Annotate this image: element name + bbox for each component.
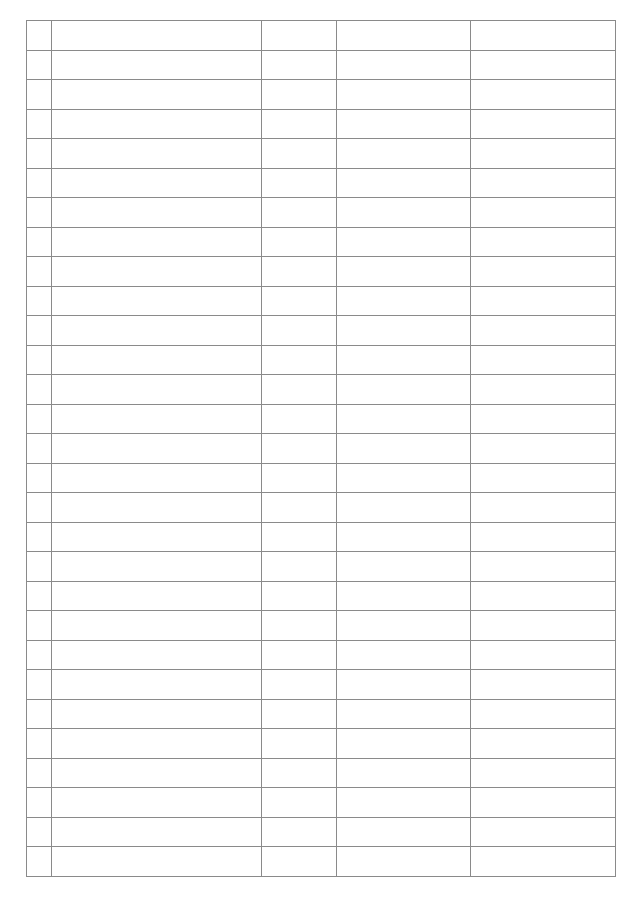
table-row <box>27 758 616 788</box>
address-cell <box>336 552 471 582</box>
address-cell <box>336 729 471 759</box>
document-cell <box>262 640 336 670</box>
table-row <box>27 434 616 464</box>
document-cell <box>262 581 336 611</box>
holder-cell <box>51 493 261 523</box>
document-cell <box>262 316 336 346</box>
row-number <box>27 581 52 611</box>
activity-address-cell <box>471 817 616 847</box>
document-cell <box>262 788 336 818</box>
row-number <box>27 80 52 110</box>
address-cell <box>336 80 471 110</box>
address-cell <box>336 611 471 641</box>
holder-cell <box>51 640 261 670</box>
activity-address-cell <box>471 21 616 51</box>
holder-cell <box>51 670 261 700</box>
address-cell <box>336 640 471 670</box>
holder-cell <box>51 286 261 316</box>
activity-address-cell <box>471 50 616 80</box>
activity-address-cell <box>471 729 616 759</box>
table-row <box>27 21 616 51</box>
table-row <box>27 493 616 523</box>
document-cell <box>262 168 336 198</box>
document-cell <box>262 758 336 788</box>
holder-cell <box>51 552 261 582</box>
activity-address-cell <box>471 345 616 375</box>
row-number <box>27 847 52 877</box>
activity-address-cell <box>471 522 616 552</box>
activity-address-cell <box>471 493 616 523</box>
address-cell <box>336 286 471 316</box>
document-cell <box>262 404 336 434</box>
activity-address-cell <box>471 139 616 169</box>
document-cell <box>262 257 336 287</box>
address-cell <box>336 109 471 139</box>
table-row <box>27 670 616 700</box>
document-cell <box>262 817 336 847</box>
row-number <box>27 404 52 434</box>
document-cell <box>262 227 336 257</box>
document-cell <box>262 80 336 110</box>
activity-address-cell <box>471 286 616 316</box>
table-row <box>27 109 616 139</box>
row-number <box>27 168 52 198</box>
document-cell <box>262 198 336 228</box>
holder-cell <box>51 21 261 51</box>
holder-cell <box>51 257 261 287</box>
row-number <box>27 699 52 729</box>
address-cell <box>336 493 471 523</box>
table-row <box>27 168 616 198</box>
address-cell <box>336 345 471 375</box>
row-number <box>27 109 52 139</box>
row-number <box>27 139 52 169</box>
table-row <box>27 552 616 582</box>
address-cell <box>336 788 471 818</box>
holder-cell <box>51 375 261 405</box>
table-row <box>27 522 616 552</box>
row-number <box>27 286 52 316</box>
table-row <box>27 80 616 110</box>
row-number <box>27 729 52 759</box>
table-row <box>27 286 616 316</box>
activity-address-cell <box>471 404 616 434</box>
holder-cell <box>51 168 261 198</box>
table-row <box>27 611 616 641</box>
table-row <box>27 699 616 729</box>
document-cell <box>262 286 336 316</box>
address-cell <box>336 168 471 198</box>
row-number <box>27 611 52 641</box>
row-number <box>27 257 52 287</box>
document-cell <box>262 375 336 405</box>
table-row <box>27 345 616 375</box>
document-cell <box>262 434 336 464</box>
document-cell <box>262 847 336 877</box>
table-row <box>27 198 616 228</box>
activity-address-cell <box>471 758 616 788</box>
address-cell <box>336 817 471 847</box>
row-number <box>27 316 52 346</box>
row-number <box>27 522 52 552</box>
address-cell <box>336 375 471 405</box>
activity-address-cell <box>471 552 616 582</box>
register-table-body <box>27 21 616 877</box>
activity-address-cell <box>471 581 616 611</box>
row-number <box>27 198 52 228</box>
row-number <box>27 434 52 464</box>
holder-cell <box>51 434 261 464</box>
holder-cell <box>51 109 261 139</box>
document-cell <box>262 21 336 51</box>
activity-address-cell <box>471 80 616 110</box>
document-cell <box>262 611 336 641</box>
row-number <box>27 375 52 405</box>
table-row <box>27 227 616 257</box>
table-row <box>27 316 616 346</box>
row-number <box>27 345 52 375</box>
address-cell <box>336 198 471 228</box>
row-number <box>27 670 52 700</box>
holder-cell <box>51 198 261 228</box>
holder-cell <box>51 50 261 80</box>
activity-address-cell <box>471 611 616 641</box>
holder-cell <box>51 522 261 552</box>
address-cell <box>336 404 471 434</box>
address-cell <box>336 434 471 464</box>
document-cell <box>262 139 336 169</box>
document-cell <box>262 552 336 582</box>
holder-cell <box>51 817 261 847</box>
activity-address-cell <box>471 640 616 670</box>
address-cell <box>336 522 471 552</box>
activity-address-cell <box>471 434 616 464</box>
table-row <box>27 257 616 287</box>
address-cell <box>336 227 471 257</box>
table-row <box>27 640 616 670</box>
holder-cell <box>51 611 261 641</box>
address-cell <box>336 463 471 493</box>
register-table <box>26 20 616 877</box>
activity-address-cell <box>471 109 616 139</box>
activity-address-cell <box>471 463 616 493</box>
holder-cell <box>51 316 261 346</box>
holder-cell <box>51 788 261 818</box>
activity-address-cell <box>471 227 616 257</box>
document-cell <box>262 699 336 729</box>
activity-address-cell <box>471 168 616 198</box>
row-number <box>27 817 52 847</box>
address-cell <box>336 316 471 346</box>
table-row <box>27 729 616 759</box>
document-cell <box>262 670 336 700</box>
holder-cell <box>51 463 261 493</box>
table-row <box>27 817 616 847</box>
address-cell <box>336 139 471 169</box>
holder-cell <box>51 581 261 611</box>
address-cell <box>336 21 471 51</box>
address-cell <box>336 699 471 729</box>
table-row <box>27 581 616 611</box>
table-row <box>27 847 616 877</box>
address-cell <box>336 758 471 788</box>
row-number <box>27 640 52 670</box>
row-number <box>27 493 52 523</box>
holder-cell <box>51 227 261 257</box>
activity-address-cell <box>471 699 616 729</box>
holder-cell <box>51 758 261 788</box>
table-row <box>27 50 616 80</box>
document-cell <box>262 463 336 493</box>
row-number <box>27 788 52 818</box>
activity-address-cell <box>471 375 616 405</box>
activity-address-cell <box>471 198 616 228</box>
document-cell <box>262 729 336 759</box>
holder-cell <box>51 345 261 375</box>
table-row <box>27 139 616 169</box>
document-cell <box>262 522 336 552</box>
activity-address-cell <box>471 788 616 818</box>
table-row <box>27 375 616 405</box>
address-cell <box>336 50 471 80</box>
activity-address-cell <box>471 847 616 877</box>
activity-address-cell <box>471 316 616 346</box>
document-cell <box>262 50 336 80</box>
holder-cell <box>51 404 261 434</box>
row-number <box>27 227 52 257</box>
holder-cell <box>51 139 261 169</box>
activity-address-cell <box>471 257 616 287</box>
table-row <box>27 788 616 818</box>
holder-cell <box>51 847 261 877</box>
holder-cell <box>51 729 261 759</box>
row-number <box>27 50 52 80</box>
holder-cell <box>51 699 261 729</box>
row-number <box>27 758 52 788</box>
holder-cell <box>51 80 261 110</box>
row-number <box>27 463 52 493</box>
row-number <box>27 552 52 582</box>
address-cell <box>336 257 471 287</box>
document-cell <box>262 493 336 523</box>
address-cell <box>336 581 471 611</box>
address-cell <box>336 847 471 877</box>
activity-address-cell <box>471 670 616 700</box>
document-cell <box>262 109 336 139</box>
table-row <box>27 404 616 434</box>
address-cell <box>336 670 471 700</box>
row-number <box>27 21 52 51</box>
table-row <box>27 463 616 493</box>
document-cell <box>262 345 336 375</box>
